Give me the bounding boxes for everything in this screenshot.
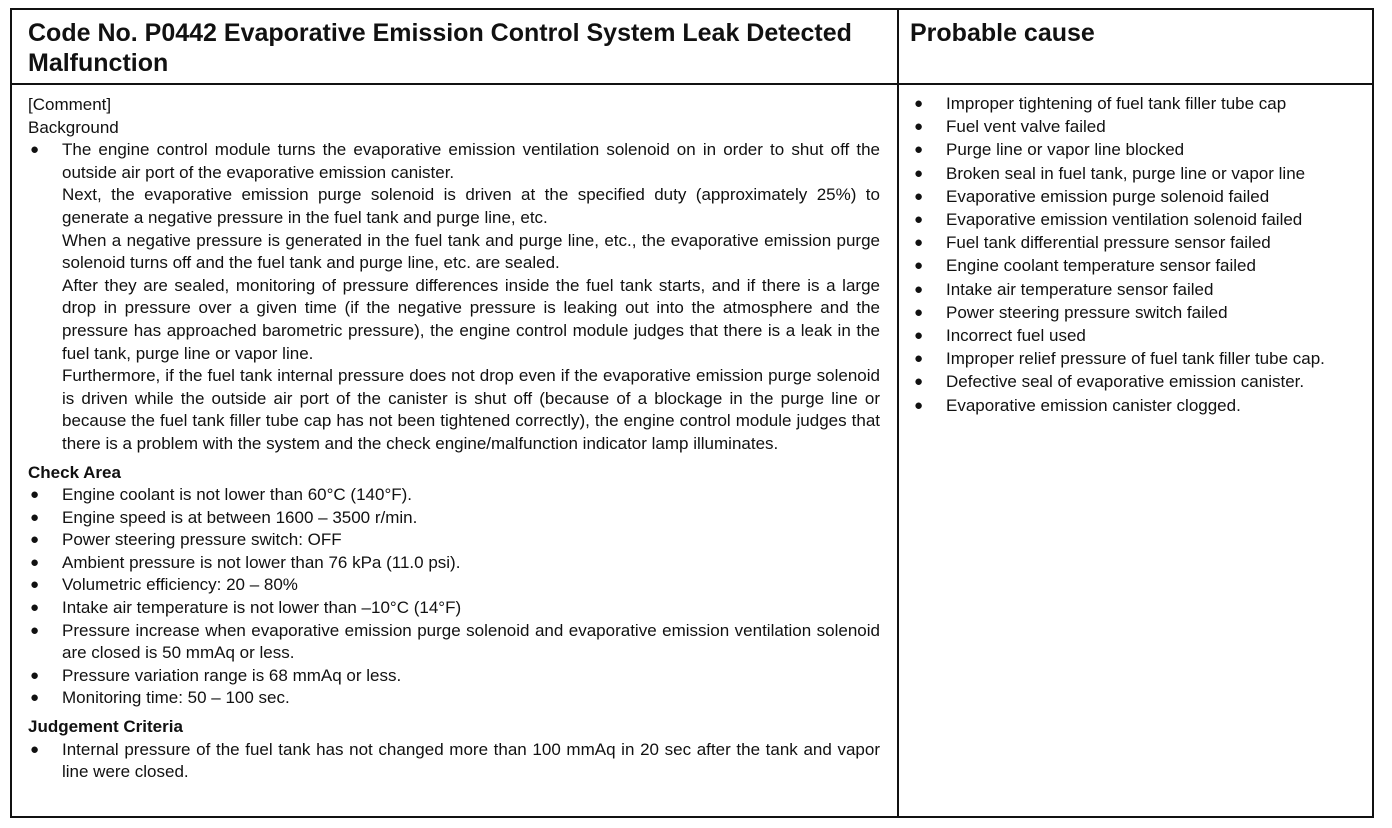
bullet-icon: ●	[914, 373, 924, 391]
cause-text: Fuel tank differential pressure sensor failed	[946, 233, 1271, 253]
cause-item	[912, 92, 1360, 115]
bullet-icon: ●	[30, 486, 40, 504]
check-area-text: Power steering pressure switch: OFF	[62, 530, 342, 550]
background-paragraph: After they are sealed, monitoring of pressure differences inside the fuel tank starts, and if there is a large drop in pressure over a given time (if the negative pressure is leaking out into the atmosphere and the pressure has approached barometric pressure), the engine control module judges that there is a leak in the fuel tank, purge line or vapor line.	[62, 275, 880, 363]
cause-text: Power steering pressure switch failed	[946, 302, 1228, 322]
background-item	[28, 139, 880, 455]
bullet-icon: ●	[914, 303, 924, 321]
check-area-text: Engine speed is at between 1600 – 3500 r/min.	[62, 507, 418, 527]
background-paragraph: Furthermore, if the fuel tank internal pressure does not drop even if the evaporative emission purge solenoid is driven while the outside air port of the canister is shut off (because of a blockage in the purge line or because the fuel tank filler tube cap has not been tightened correctly), the engine control module judges that there is a problem with the system and the check engine/malfunction indicator lamp illuminates.	[62, 366, 880, 453]
check-area-text: Intake air temperature is not lower than –10°C (14°F)	[62, 598, 462, 618]
check-area-item	[28, 529, 880, 552]
cause-text: Incorrect fuel used	[946, 326, 1086, 346]
cause-item	[912, 347, 1360, 370]
cause-text: Engine coolant temperature sensor failed	[946, 256, 1256, 276]
bullet-icon: ●	[914, 350, 924, 368]
cause-text: Improper relief pressure of fuel tank filler tube cap.	[946, 349, 1325, 369]
bullet-icon: ●	[30, 689, 40, 707]
check-area-text: Volumetric efficiency: 20 – 80%	[62, 575, 298, 595]
check-area-item	[28, 687, 880, 710]
cause-item	[912, 301, 1360, 324]
background-paragraph: Next, the evaporative emission purge solenoid is driven at the specified duty (approximately 25%) to generate a negative pressure in the fuel tank and purge line, etc.	[62, 185, 880, 227]
cause-text: Purge line or vapor line blocked	[946, 140, 1185, 160]
bullet-icon: ●	[30, 531, 40, 549]
bullet-icon: ●	[914, 257, 924, 275]
bullet-icon: ●	[914, 95, 924, 112]
background-paragraph: When a negative pressure is generated in the fuel tank and purge line, etc., the evaporative emission purge solenoid turns off and the fuel tank and purge line, etc. are sealed.	[62, 230, 880, 273]
cause-item	[912, 324, 1360, 347]
bullet-icon: ●	[914, 141, 924, 159]
judgement-criteria-item	[28, 739, 880, 784]
check-area-item	[28, 507, 880, 530]
cause-text: Improper tightening of fuel tank filler tube cap	[946, 94, 1287, 113]
cause-text: Broken seal in fuel tank, purge line or vapor line	[946, 163, 1306, 183]
comment-label: [Comment]	[28, 95, 112, 114]
bullet-icon: ●	[914, 211, 924, 229]
header-divider	[12, 83, 1372, 85]
check-area-text: Ambient pressure is not lower than 76 kPa (11.0 psi).	[62, 552, 461, 572]
cause-text: Evaporative emission purge solenoid failed	[946, 186, 1270, 206]
check-area-item	[28, 484, 880, 507]
probable-cause-section	[912, 92, 1360, 417]
probable-cause-title: Probable cause	[910, 19, 1095, 47]
bullet-icon: ●	[30, 508, 40, 526]
cause-item	[912, 208, 1360, 231]
bullet-icon: ●	[914, 164, 924, 182]
cause-item	[912, 254, 1360, 277]
bullet-icon: ●	[30, 666, 40, 684]
check-area-text: Pressure variation range is 68 mmAq or less.	[62, 665, 402, 685]
check-area-text: Pressure increase when evaporative emission purge solenoid and evaporative emission ventilation solenoid are closed is 50 mmAq or less.	[62, 620, 880, 663]
check-area-item	[28, 665, 880, 688]
check-area-item	[28, 597, 880, 620]
check-area-list	[28, 484, 880, 710]
check-area-text: Engine coolant is not lower than 60°C (140°F).	[62, 485, 413, 505]
cause-item	[912, 394, 1360, 417]
bullet-icon: ●	[914, 280, 924, 298]
cause-text: Evaporative emission ventilation solenoid failed	[946, 210, 1303, 230]
bullet-icon: ●	[914, 327, 924, 345]
bullet-icon: ●	[914, 118, 924, 136]
cause-text: Evaporative emission canister clogged.	[946, 395, 1241, 415]
bullet-icon: ●	[30, 621, 40, 639]
cause-item	[912, 185, 1360, 208]
probable-cause-list	[912, 92, 1360, 417]
cause-item	[912, 138, 1360, 161]
cause-item	[912, 278, 1360, 301]
cause-item	[912, 370, 1360, 393]
check-area-item	[28, 552, 880, 575]
check-area-item	[28, 620, 880, 665]
bullet-icon: ●	[30, 141, 40, 159]
column-divider	[897, 10, 899, 816]
cause-text: Fuel vent valve failed	[946, 117, 1106, 137]
check-area-item	[28, 574, 880, 597]
cause-text: Intake air temperature sensor failed	[946, 279, 1214, 299]
bullet-icon: ●	[30, 576, 40, 594]
background-label: Background	[28, 117, 119, 137]
judgement-criteria-list	[28, 739, 880, 784]
code-title: Code No. P0442 Evaporative Emission Control System Leak Detected Malfunction	[28, 19, 852, 77]
diagnostic-table	[10, 8, 1374, 818]
bullet-icon: ●	[30, 553, 40, 571]
bullet-icon: ●	[914, 234, 924, 252]
bullet-icon: ●	[914, 187, 924, 205]
judgement-criteria-text: Internal pressure of the fuel tank has not changed more than 100 mmAq in 20 sec after the tank and vapor line were closed.	[62, 739, 880, 782]
bullet-icon: ●	[30, 740, 40, 758]
background-paragraph: The engine control module turns the evaporative emission ventilation solenoid on in order to shut off the outside air port of the evaporative emission canister.	[62, 140, 880, 182]
check-area-heading: Check Area	[28, 462, 121, 482]
judgement-criteria-heading: Judgement Criteria	[28, 717, 183, 737]
comment-section	[28, 94, 880, 784]
bullet-icon: ●	[30, 599, 40, 617]
cause-item	[912, 115, 1360, 138]
check-area-text: Monitoring time: 50 – 100 sec.	[62, 688, 290, 708]
cause-item	[912, 162, 1360, 185]
cause-item	[912, 231, 1360, 254]
cause-text: Defective seal of evaporative emission canister.	[946, 372, 1305, 392]
background-list	[28, 139, 880, 455]
bullet-icon: ●	[914, 396, 924, 414]
